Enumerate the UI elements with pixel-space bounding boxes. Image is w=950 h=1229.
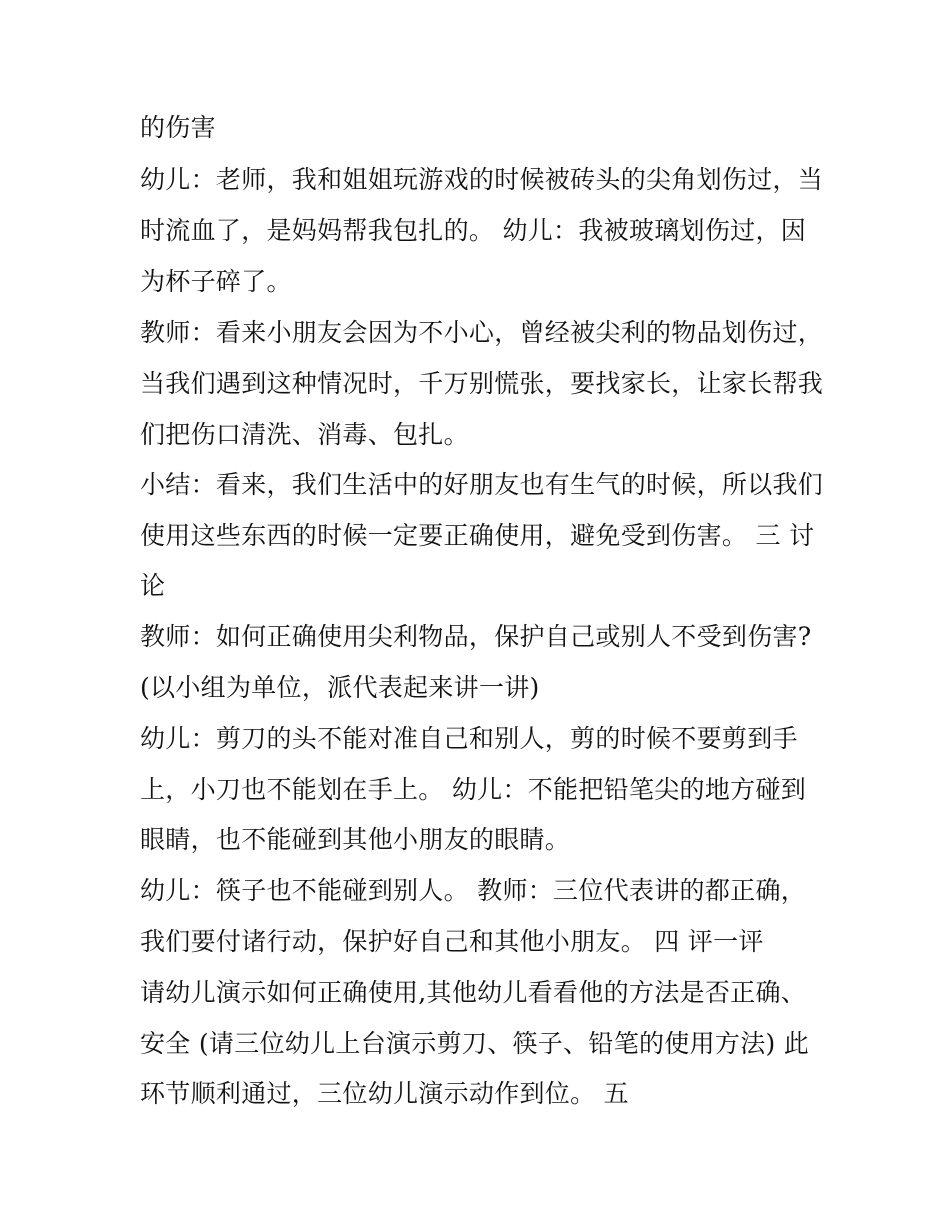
- text-line: 眼睛，也不能碰到其他小朋友的眼睛。: [140, 825, 571, 854]
- text-line: 为杯子碎了。: [140, 267, 292, 296]
- text-line: 论: [140, 571, 166, 600]
- text-line: 幼儿：剪刀的头不能对准自己和别人，剪的时候不要剪到手: [140, 724, 798, 753]
- text-line: 幼儿：筷子也不能碰到别人。 教师：三位代表讲的都正确，: [140, 876, 807, 905]
- text-line: 当我们遇到这种情况时，千万别慌张，要找家长，让家长帮我: [140, 369, 824, 398]
- text-line: 小结：看来，我们生活中的好朋友也有生气的时候，所以我们: [140, 470, 824, 499]
- text-line: 时流血了，是妈妈帮我包扎的。 幼儿：我被玻璃划伤过，因: [140, 216, 807, 245]
- text-line: 们把伤口清洗、消毒、包扎。: [140, 420, 469, 449]
- text-line: 使用这些东西的时候一定要正确使用，避免受到伤害。 三 讨: [140, 521, 815, 550]
- text-line: 我们要付诸行动，保护好自己和其他小朋友。 四 评一评: [140, 927, 764, 956]
- text-line: 环节顺利通过，三位幼儿演示动作到位。 五: [140, 1079, 629, 1108]
- text-line: 教师：看来小朋友会因为不小心，曾经被尖利的物品划伤过，: [140, 318, 824, 347]
- text-line: (以小组为单位，派代表起来讲一讲): [140, 673, 540, 702]
- text-line: 的伤害: [140, 113, 216, 142]
- text-line: 安全 (请三位幼儿上台演示剪刀、筷子、铅笔的使用方法) 此: [140, 1029, 810, 1058]
- text-line: 请幼儿演示如何正确使用,其他幼儿看看他的方法是否正确、: [140, 978, 807, 1007]
- text-line: 幼儿：老师，我和姐姐玩游戏的时候被砖头的尖角划伤过，当: [140, 165, 824, 194]
- text-line: 上，小刀也不能划在手上。 幼儿：不能把铅笔尖的地方碰到: [140, 775, 807, 804]
- text-line: 教师：如何正确使用尖利物品，保护自己或别人不受到伤害?: [140, 622, 812, 651]
